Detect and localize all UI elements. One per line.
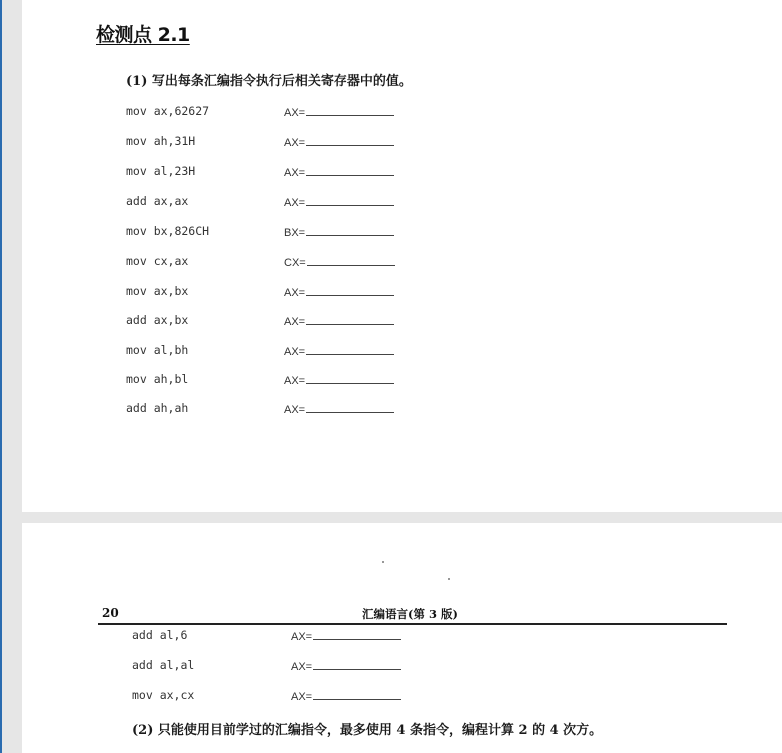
answer-blank bbox=[313, 657, 401, 670]
document-page-2 bbox=[22, 523, 782, 753]
answer-blank bbox=[306, 400, 394, 413]
instruction-line: mov al,23H bbox=[126, 164, 196, 178]
register-answer bbox=[284, 371, 394, 387]
register-label: BX= bbox=[284, 227, 306, 239]
instruction-line: mov ax,bx bbox=[126, 284, 189, 298]
answer-blank bbox=[307, 253, 395, 266]
question-2: (2) 只能使用目前学过的汇编指令，最多使用 4 条指令，编程计算 2 的 4 次方。 bbox=[132, 723, 603, 738]
register-label: AX= bbox=[284, 197, 306, 209]
register-answer bbox=[284, 342, 394, 358]
register-label: AX= bbox=[291, 661, 313, 673]
register-label: AX= bbox=[284, 375, 306, 387]
instruction-line: add al,6 bbox=[132, 628, 188, 642]
register-answer bbox=[284, 312, 394, 328]
register-label: CX= bbox=[284, 257, 306, 269]
instruction-line: add ax,ax bbox=[126, 194, 189, 208]
instruction-line: mov ax,62627 bbox=[126, 104, 210, 118]
section-title: 检测点 2.1 bbox=[96, 24, 190, 46]
question-1: (1) 写出每条汇编指令执行后相关寄存器中的值。 bbox=[126, 74, 412, 89]
viewer-left-rail bbox=[0, 0, 2, 753]
answer-blank bbox=[306, 223, 394, 236]
register-label: AX= bbox=[291, 631, 313, 643]
scan-speck bbox=[382, 561, 384, 563]
register-label: AX= bbox=[291, 691, 313, 703]
instruction-line: mov bx,826CH bbox=[126, 224, 210, 238]
answer-blank bbox=[306, 103, 394, 116]
register-answer bbox=[284, 223, 394, 239]
instruction-line: mov ah,bl bbox=[126, 372, 189, 386]
instruction-line: add ah,ah bbox=[126, 401, 189, 415]
scan-speck bbox=[448, 578, 450, 580]
register-label: AX= bbox=[284, 316, 306, 328]
register-answer bbox=[284, 400, 394, 416]
instruction-line: add ax,bx bbox=[126, 313, 189, 327]
register-label: AX= bbox=[284, 167, 306, 179]
answer-blank bbox=[306, 193, 394, 206]
register-answer bbox=[284, 253, 395, 269]
answer-blank bbox=[306, 133, 394, 146]
answer-blank bbox=[306, 163, 394, 176]
register-answer bbox=[284, 283, 394, 299]
register-label: AX= bbox=[284, 137, 306, 149]
instruction-line: add al,al bbox=[132, 658, 195, 672]
register-label: AX= bbox=[284, 287, 306, 299]
register-label: AX= bbox=[284, 404, 306, 416]
register-answer bbox=[284, 103, 394, 119]
register-label: AX= bbox=[284, 107, 306, 119]
register-answer bbox=[284, 133, 394, 149]
instruction-line: mov ax,cx bbox=[132, 688, 195, 702]
answer-blank bbox=[306, 283, 394, 296]
register-answer bbox=[291, 687, 401, 703]
instruction-line: mov cx,ax bbox=[126, 254, 189, 268]
register-answer bbox=[284, 163, 394, 179]
register-answer bbox=[284, 193, 394, 209]
register-answer bbox=[291, 627, 401, 643]
answer-blank bbox=[306, 342, 394, 355]
document-page-1 bbox=[22, 0, 782, 512]
answer-blank bbox=[313, 687, 401, 700]
page-header bbox=[98, 603, 727, 625]
register-answer bbox=[291, 657, 401, 673]
instruction-line: mov al,bh bbox=[126, 343, 189, 357]
instruction-line: mov ah,31H bbox=[126, 134, 196, 148]
answer-blank bbox=[313, 627, 401, 640]
answer-blank bbox=[306, 371, 394, 384]
book-title: 汇编语言(第 3 版) bbox=[362, 607, 458, 621]
page-number: 20 bbox=[102, 606, 119, 620]
register-label: AX= bbox=[284, 346, 306, 358]
answer-blank bbox=[306, 312, 394, 325]
